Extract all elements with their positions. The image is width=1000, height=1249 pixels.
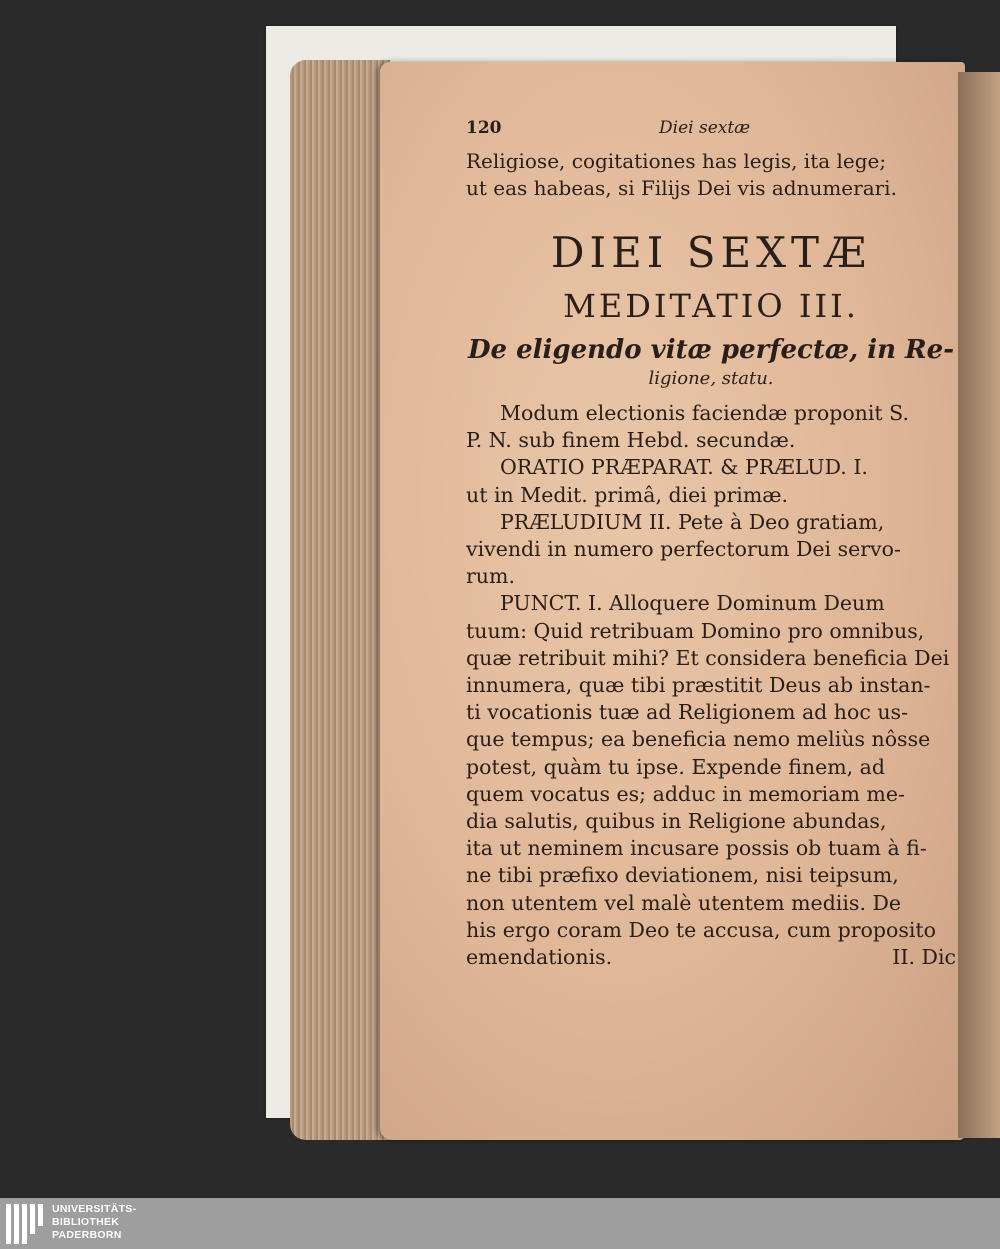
intro-line: ut eas habeas, si Filijs Dei vis adnumerari. bbox=[466, 176, 897, 200]
body-line: ORATIO PRÆPARAT. & PRÆLUD. I. bbox=[500, 455, 868, 480]
body-line: PRÆLUDIUM II. Pete à Deo gratiam, bbox=[500, 509, 885, 534]
subtitle: De eligendo vitæ perfectæ, in Re- bbox=[468, 335, 954, 365]
running-title: Diei sextæ bbox=[659, 118, 751, 138]
body-line: ti vocationis tuæ ad Religionem ad hoc us- bbox=[466, 700, 909, 725]
body-line: vivendi in numero perfectorum Dei servo- bbox=[466, 537, 901, 562]
body-line: ne tibi præfixo deviationem, nisi teipsum, bbox=[466, 863, 899, 888]
heading-meditation: MEDITATIO III. bbox=[563, 287, 859, 325]
next-page-edge bbox=[958, 72, 1000, 1138]
body-line: ita ut neminem incusare possis ob tuam à fi- bbox=[466, 836, 927, 861]
library-logo-icon bbox=[6, 1204, 44, 1244]
library-name bbox=[52, 1203, 136, 1242]
subtitle-continued: ligione, statu. bbox=[648, 368, 774, 389]
body-line: rum. bbox=[466, 564, 515, 589]
last-line-text: emendationis. bbox=[466, 945, 613, 970]
library-line: PADERBORN bbox=[52, 1229, 122, 1241]
library-line: BIBLIOTHEK bbox=[52, 1216, 120, 1228]
catchword: II. Dic bbox=[892, 945, 956, 970]
body-line: PUNCT. I. Alloquere Dominum Deum bbox=[500, 591, 885, 616]
body-line: innumera, quæ tibi præstitit Deus ab instan- bbox=[466, 673, 931, 698]
body-line: P. N. sub finem Hebd. secundæ. bbox=[466, 428, 796, 453]
body-line: quæ retribuit mihi? Et considera beneficia Dei bbox=[466, 645, 950, 670]
page-text bbox=[466, 118, 956, 971]
body-line: dia salutis, quibus in Religione abundas, bbox=[466, 809, 887, 834]
body-line: tuum: Quid retribuam Domino pro omnibus, bbox=[466, 618, 925, 643]
body-line: non utentem vel malè utentem mediis. De bbox=[466, 890, 902, 915]
body-line: his ergo coram Deo te accusa, cum proposito bbox=[466, 917, 937, 942]
body-line: quem vocatus es; adduc in memoriam me- bbox=[466, 781, 905, 806]
body-line: que tempus; ea beneficia nemo meliùs nôsse bbox=[466, 727, 931, 752]
running-head bbox=[466, 118, 956, 148]
body-line: Modum electionis faciendæ proponit S. bbox=[500, 401, 910, 425]
book-page-edges bbox=[290, 60, 390, 1140]
library-footer bbox=[0, 1198, 1000, 1249]
body-text bbox=[466, 400, 956, 971]
library-line: UNIVERSITÄTS- bbox=[52, 1203, 137, 1215]
body-line: potest, quàm tu ipse. Expende finem, ad bbox=[466, 754, 886, 779]
body-line: ut in Medit. primâ, diei primæ. bbox=[466, 482, 789, 507]
last-line bbox=[466, 944, 956, 971]
heading-day: DIEI SEXTÆ bbox=[550, 228, 872, 277]
page-number: 120 bbox=[466, 118, 502, 138]
intro-line: Religiose, cogitationes has legis, ita lege; bbox=[466, 149, 887, 173]
